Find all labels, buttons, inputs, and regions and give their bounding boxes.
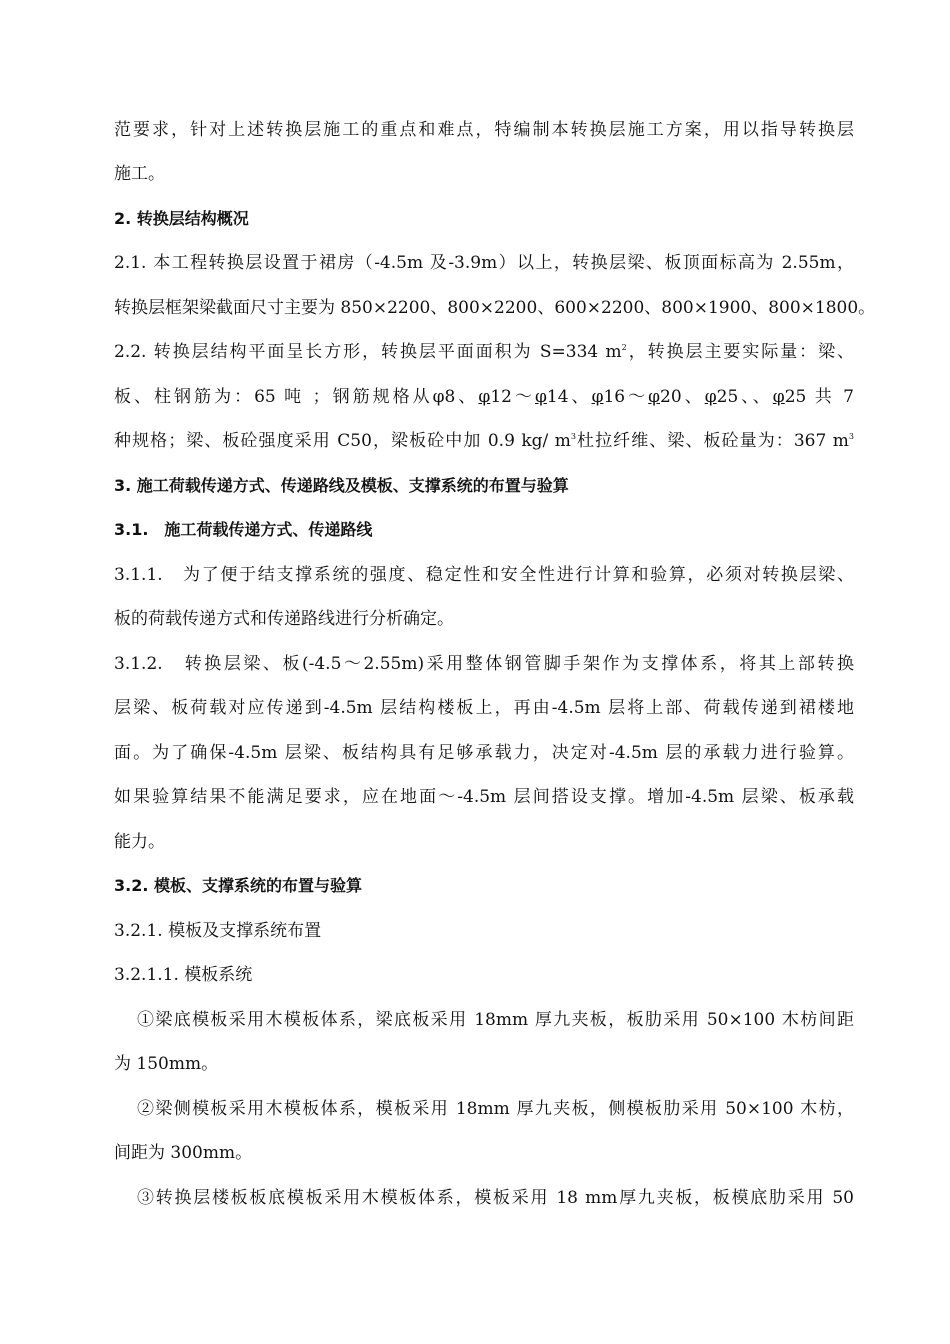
para-2-2-line-1 <box>114 341 854 363</box>
para-2-1-line-2: 转换层框架梁截面尺寸主要为 850×2200、800×2200、600×2200、800×1900、800×1800。 <box>114 298 876 318</box>
phi-symbol: φ <box>772 387 785 407</box>
para-3-1-2-line-3: 面。为了确保-4.5m 层梁、板结构具有足够承载力，决定对-4.5m 层的承载力进行验算。 <box>114 743 854 763</box>
rebar-spec-text-d: 16～ <box>603 387 649 407</box>
section-heading-3-2-1: 3.2.1. 模板及支撑系统布置 <box>114 921 322 941</box>
phi-symbol: φ <box>704 387 717 407</box>
list-item-3-line-1: ③转换层楼板板底模板采用木模板体系，模板采用 18 mm厚九夹板，板模底肋采用 50 <box>137 1188 854 1208</box>
rebar-spec-text-b: 12～ <box>490 387 535 407</box>
rebar-spec-text-a: 板、柱钢筋为：65 吨 ；钢筋规格从φ8、 <box>114 387 479 407</box>
superscript-3: 3 <box>570 432 576 441</box>
para-3-1-2-line-1: 3.1.2. 转换层梁、板(-4.5～2.55m)采用整体钢管脚手架作为支撑体系，将其上部转换 <box>114 654 854 674</box>
section-heading-3-2-1-1: 3.2.1.1. 模板系统 <box>114 965 253 985</box>
list-item-1-line-2: 为 150mm。 <box>114 1054 219 1074</box>
intro-line-1: 范要求，针对上述转换层施工的重点和难点，特编制本转换层施工方案，用以指导转换层 <box>114 120 854 140</box>
phi-symbol: φ <box>478 387 491 407</box>
para-2-1-line-1: 2.1. 本工程转换层设置于裙房（-4.5m 及-3.9m）以上，转换层梁、板顶面标高为 2.55m， <box>114 253 854 273</box>
section-heading-3: 3. 施工荷载传递方式、传递路线及模板、支撑系统的布置与验算 <box>114 476 569 495</box>
rebar-spec-text-f: 25、、 <box>716 387 773 407</box>
list-item-2-line-1: ②梁侧模板采用木模板体系，模板采用 18mm 厚九夹板，侧模板肋采用 50×100 木枋， <box>137 1099 854 1119</box>
section-heading-3-1: 3.1. 施工荷载传递方式、传递路线 <box>114 520 373 539</box>
rebar-spec-text-e: 20、 <box>660 387 705 407</box>
section-heading-2: 2. 转换层结构概况 <box>114 209 249 228</box>
para-2-2-line-3 <box>114 430 854 452</box>
para-3-1-1-line-2: 板的荷载传递方式和传递路线进行分析确定。 <box>114 609 454 629</box>
para-2-2-line-3-b: 杜拉纤维、梁、板砼量为：367 m <box>575 431 849 451</box>
para-3-1-2-line-4: 如果验算结果不能满足要求，应在地面～-4.5m 层间搭设支撑。增加-4.5m 层梁、板承载 <box>114 787 854 807</box>
section-heading-3-2: 3.2. 模板、支撑系统的布置与验算 <box>114 876 362 895</box>
list-item-1-line-1: ①梁底模板采用木模板体系，梁底板采用 18mm 厚九夹板，板肋采用 50×100 木枋间距 <box>137 1010 854 1030</box>
superscript-2: 2 <box>621 343 627 352</box>
phi-symbol: φ <box>534 387 547 407</box>
phi-symbol: φ <box>591 387 604 407</box>
para-2-2-line-1-a: 2.2. 转换层结构平面呈长方形，转换层平面面积为 S=334 m <box>114 342 622 362</box>
rebar-spec-text-c: 14、 <box>546 387 592 407</box>
para-2-2-line-2 <box>114 386 854 408</box>
para-2-2-line-3-a: 种规格；梁、板砼强度采用 C50，梁板砼中加 0.9 kg/ m <box>114 431 571 451</box>
para-3-1-2-line-5: 能力。 <box>114 832 165 852</box>
para-3-1-2-line-2: 层梁、板荷载对应传递到-4.5m 层结构楼板上，再由-4.5m 层将上部、荷载传递到裙楼地 <box>114 698 854 718</box>
rebar-spec-text-g: 25 共 7 <box>784 387 854 407</box>
para-2-2-line-1-b: ，转换层主要实际量：梁、 <box>626 342 855 362</box>
intro-line-2: 施工。 <box>114 164 165 184</box>
phi-symbol: φ <box>648 387 661 407</box>
superscript-3: 3 <box>848 432 854 441</box>
para-3-1-1-line-1: 3.1.1. 为了便于结支撑系统的强度、稳定性和安全性进行计算和验算，必须对转换层梁、 <box>114 565 854 585</box>
list-item-2-line-2: 间距为 300mm。 <box>114 1143 253 1163</box>
